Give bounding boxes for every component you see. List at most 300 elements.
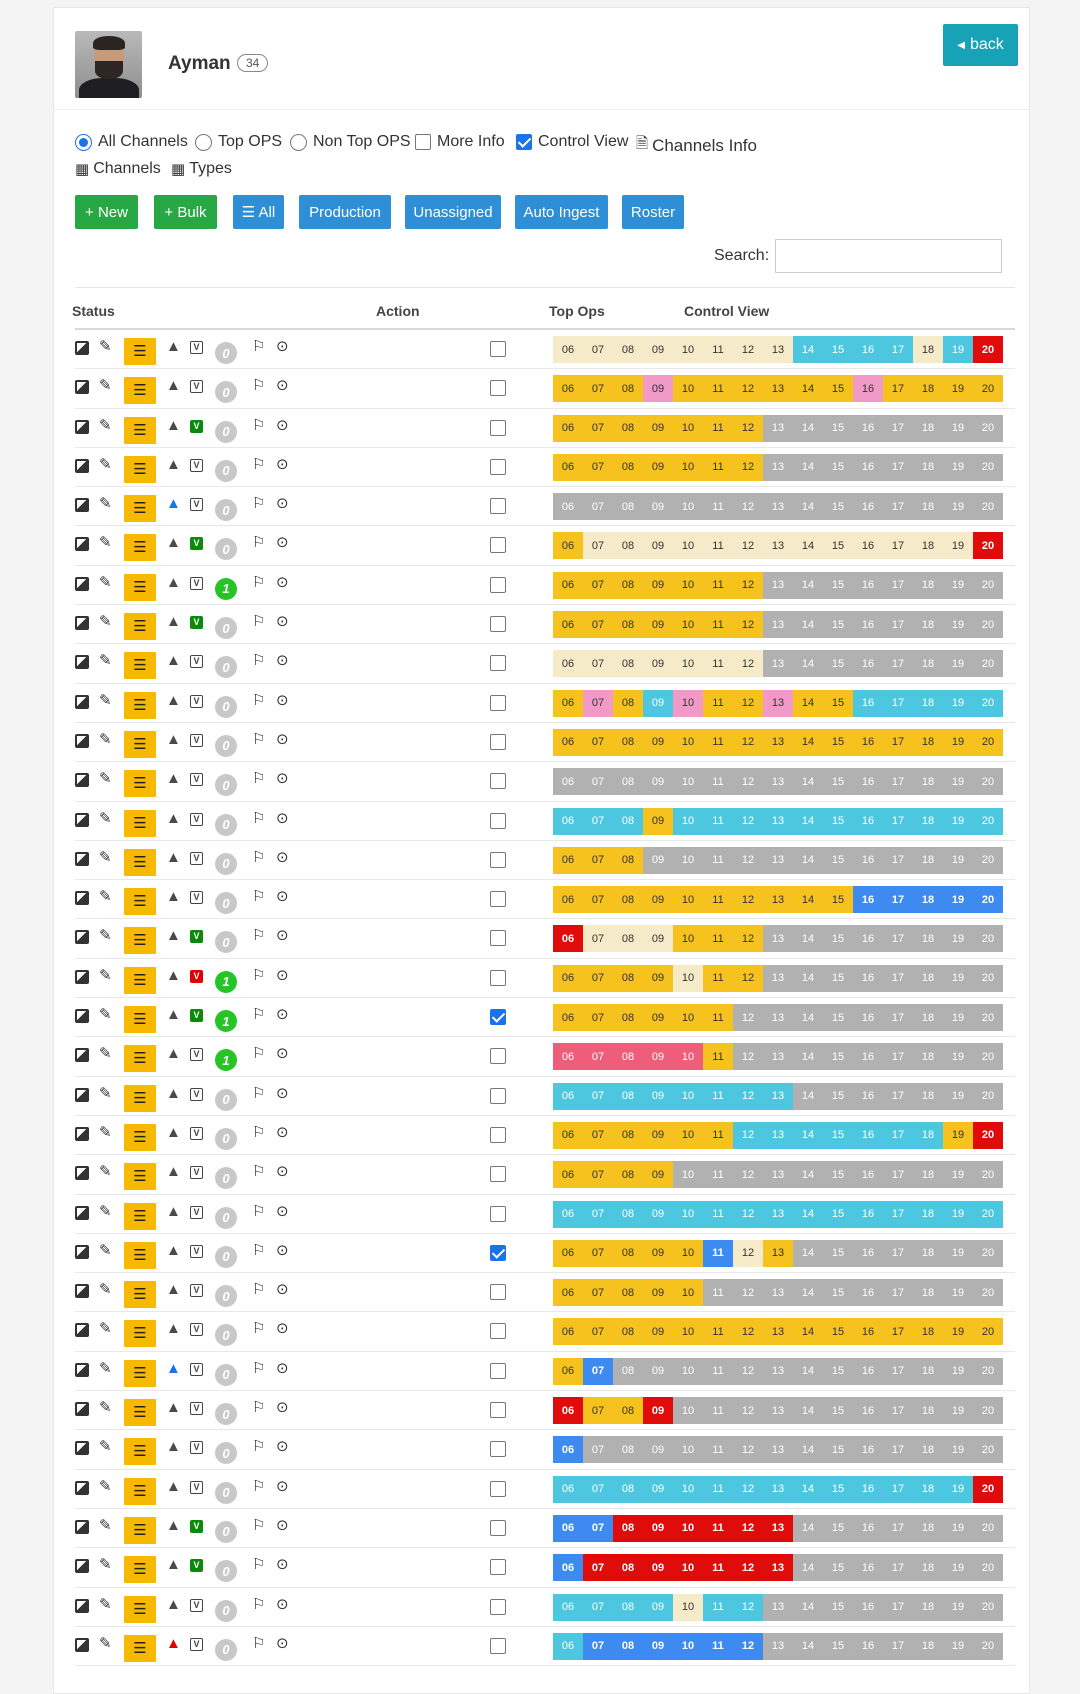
hour-slot[interactable]: 12 <box>733 1201 763 1228</box>
hour-slot[interactable]: 14 <box>793 847 823 874</box>
hour-slot[interactable]: 20 <box>973 1318 1003 1345</box>
hour-slot[interactable]: 11 <box>703 729 733 756</box>
v-icon[interactable]: V <box>190 813 203 826</box>
hour-slot[interactable]: 17 <box>883 1594 913 1621</box>
v-icon[interactable]: V <box>190 773 203 786</box>
hour-slot[interactable]: 10 <box>673 1240 703 1267</box>
hour-slot[interactable]: 15 <box>823 1554 853 1581</box>
hour-slot[interactable]: 12 <box>733 1397 763 1424</box>
hour-slot[interactable]: 15 <box>823 1476 853 1503</box>
hour-slot[interactable]: 14 <box>793 1515 823 1542</box>
image-icon[interactable] <box>75 852 89 866</box>
hour-slot[interactable]: 13 <box>763 375 793 402</box>
hour-slot[interactable]: 10 <box>673 336 703 363</box>
ingest-icon[interactable]: ⊙ <box>276 495 289 513</box>
hour-slot[interactable]: 17 <box>883 1240 913 1267</box>
hour-slot[interactable]: 18 <box>913 925 943 952</box>
warning-icon[interactable]: ▲ <box>166 1477 181 1495</box>
list-icon[interactable]: ☰ <box>124 1517 156 1544</box>
hour-slot[interactable]: 16 <box>853 532 883 559</box>
hour-slot[interactable]: 15 <box>823 886 853 913</box>
hour-slot[interactable]: 09 <box>643 965 673 992</box>
ingest-icon[interactable]: ⊙ <box>276 848 289 866</box>
ingest-icon[interactable]: ⊙ <box>276 1516 289 1534</box>
hour-slot[interactable]: 06 <box>553 532 583 559</box>
hour-slot[interactable]: 18 <box>913 493 943 520</box>
image-icon[interactable] <box>75 970 89 984</box>
hour-slot[interactable]: 17 <box>883 1279 913 1306</box>
image-icon[interactable] <box>75 1559 89 1573</box>
hour-slot[interactable]: 20 <box>973 611 1003 638</box>
hour-slot[interactable]: 11 <box>703 1240 733 1267</box>
checkbox-control-view[interactable] <box>516 133 628 151</box>
hour-slot[interactable]: 18 <box>913 1201 943 1228</box>
hour-slot[interactable]: 11 <box>703 690 733 717</box>
hour-slot[interactable]: 19 <box>943 847 973 874</box>
flag-icon[interactable]: ⚐ <box>252 1123 266 1141</box>
hour-slot[interactable]: 10 <box>673 1279 703 1306</box>
hour-slot[interactable]: 10 <box>673 1633 703 1660</box>
hour-slot[interactable]: 11 <box>703 572 733 599</box>
hour-slot[interactable]: 13 <box>763 1240 793 1267</box>
hour-slot[interactable]: 17 <box>883 454 913 481</box>
ingest-icon[interactable]: ⊙ <box>276 1123 289 1141</box>
v-icon[interactable]: V <box>190 1166 203 1179</box>
hour-slot[interactable]: 17 <box>883 1397 913 1424</box>
hour-slot[interactable]: 15 <box>823 1358 853 1385</box>
hour-slot[interactable]: 12 <box>733 611 763 638</box>
hour-slot[interactable]: 06 <box>553 1515 583 1542</box>
edit-icon[interactable]: ✎ <box>99 455 112 473</box>
flag-icon[interactable]: ⚐ <box>252 730 266 748</box>
hour-slot[interactable]: 06 <box>553 1201 583 1228</box>
hour-slot[interactable]: 13 <box>763 925 793 952</box>
image-icon[interactable] <box>75 1088 89 1102</box>
hour-slot[interactable]: 19 <box>943 336 973 363</box>
hour-slot[interactable]: 15 <box>823 768 853 795</box>
radio-non-top-ops[interactable] <box>290 133 411 151</box>
hour-slot[interactable]: 07 <box>583 768 613 795</box>
hour-slot[interactable]: 19 <box>943 1083 973 1110</box>
hour-slot[interactable]: 16 <box>853 768 883 795</box>
action-checkbox[interactable] <box>490 1206 506 1222</box>
hour-slot[interactable]: 19 <box>943 965 973 992</box>
hour-slot[interactable]: 13 <box>763 1397 793 1424</box>
hour-slot[interactable]: 20 <box>973 1201 1003 1228</box>
hour-slot[interactable]: 10 <box>673 375 703 402</box>
hour-slot[interactable]: 12 <box>733 454 763 481</box>
hour-slot[interactable]: 14 <box>793 532 823 559</box>
hour-slot[interactable]: 16 <box>853 847 883 874</box>
image-icon[interactable] <box>75 380 89 394</box>
radio-indicator[interactable] <box>75 134 92 151</box>
action-checkbox[interactable] <box>490 1284 506 1300</box>
hour-slot[interactable]: 09 <box>643 611 673 638</box>
edit-icon[interactable]: ✎ <box>99 927 112 945</box>
hour-slot[interactable]: 07 <box>583 650 613 677</box>
edit-icon[interactable]: ✎ <box>99 1595 112 1613</box>
hour-slot[interactable]: 17 <box>883 1043 913 1070</box>
hour-slot[interactable]: 19 <box>943 611 973 638</box>
hour-slot[interactable]: 16 <box>853 1201 883 1228</box>
ingest-icon[interactable]: ⊙ <box>276 573 289 591</box>
hour-slot[interactable]: 20 <box>973 1083 1003 1110</box>
edit-icon[interactable]: ✎ <box>99 652 112 670</box>
hour-slot[interactable]: 20 <box>973 768 1003 795</box>
hour-slot[interactable]: 13 <box>763 1083 793 1110</box>
hour-slot[interactable]: 09 <box>643 808 673 835</box>
hour-slot[interactable]: 14 <box>793 1161 823 1188</box>
hour-slot[interactable]: 18 <box>913 1515 943 1542</box>
list-icon[interactable]: ☰ <box>124 849 156 876</box>
hour-slot[interactable]: 07 <box>583 415 613 442</box>
ingest-icon[interactable]: ⊙ <box>276 691 289 709</box>
hour-slot[interactable]: 19 <box>943 1397 973 1424</box>
hour-slot[interactable]: 14 <box>793 1318 823 1345</box>
hour-slot[interactable]: 10 <box>673 1043 703 1070</box>
hour-slot[interactable]: 06 <box>553 1397 583 1424</box>
hour-slot[interactable]: 16 <box>853 1043 883 1070</box>
hour-slot[interactable]: 08 <box>613 493 643 520</box>
edit-icon[interactable]: ✎ <box>99 848 112 866</box>
action-checkbox[interactable] <box>490 813 506 829</box>
ingest-icon[interactable]: ⊙ <box>276 809 289 827</box>
v-icon[interactable]: V <box>190 1284 203 1297</box>
list-icon[interactable]: ☰ <box>124 574 156 601</box>
action-checkbox[interactable] <box>490 1127 506 1143</box>
hour-slot[interactable]: 17 <box>883 572 913 599</box>
ingest-icon[interactable]: ⊙ <box>276 1477 289 1495</box>
hour-slot[interactable]: 16 <box>853 729 883 756</box>
hour-slot[interactable]: 07 <box>583 925 613 952</box>
hour-slot[interactable]: 14 <box>793 1436 823 1463</box>
hour-slot[interactable]: 11 <box>703 532 733 559</box>
action-checkbox[interactable] <box>490 537 506 553</box>
hour-slot[interactable]: 06 <box>553 886 583 913</box>
hour-slot[interactable]: 14 <box>793 572 823 599</box>
list-icon[interactable]: ☰ <box>124 927 156 954</box>
edit-icon[interactable]: ✎ <box>99 1281 112 1299</box>
action-checkbox[interactable] <box>490 734 506 750</box>
hour-slot[interactable]: 11 <box>703 493 733 520</box>
hour-slot[interactable]: 16 <box>853 1318 883 1345</box>
flag-icon[interactable]: ⚐ <box>252 338 266 355</box>
hour-slot[interactable]: 14 <box>793 1476 823 1503</box>
warning-icon[interactable]: ▲ <box>166 455 181 473</box>
hour-slot[interactable]: 06 <box>553 650 583 677</box>
hour-slot[interactable]: 10 <box>673 650 703 677</box>
flag-icon[interactable]: ⚐ <box>252 1595 266 1613</box>
hour-slot[interactable]: 16 <box>853 1358 883 1385</box>
edit-icon[interactable]: ✎ <box>99 338 112 355</box>
image-icon[interactable] <box>75 1363 89 1377</box>
ingest-icon[interactable]: ⊙ <box>276 613 289 631</box>
hour-slot[interactable]: 16 <box>853 925 883 952</box>
hour-slot[interactable]: 06 <box>553 1594 583 1621</box>
hour-slot[interactable]: 19 <box>943 454 973 481</box>
action-checkbox[interactable] <box>490 852 506 868</box>
action-checkbox[interactable] <box>490 695 506 711</box>
image-icon[interactable] <box>75 341 89 355</box>
hour-slot[interactable]: 06 <box>553 572 583 599</box>
image-icon[interactable] <box>75 1638 89 1652</box>
hour-slot[interactable]: 08 <box>613 1083 643 1110</box>
hour-slot[interactable]: 15 <box>823 1279 853 1306</box>
list-icon[interactable]: ☰ <box>124 1281 156 1308</box>
ingest-icon[interactable]: ⊙ <box>276 966 289 984</box>
hour-slot[interactable]: 09 <box>643 1436 673 1463</box>
hour-slot[interactable]: 12 <box>733 1240 763 1267</box>
hour-slot[interactable]: 15 <box>823 1122 853 1149</box>
list-icon[interactable]: ☰ <box>124 652 156 679</box>
ingest-icon[interactable]: ⊙ <box>276 377 289 395</box>
hour-slot[interactable]: 07 <box>583 1122 613 1149</box>
hour-slot[interactable]: 14 <box>793 336 823 363</box>
hour-slot[interactable]: 13 <box>763 611 793 638</box>
hour-slot[interactable]: 20 <box>973 886 1003 913</box>
hour-slot[interactable]: 19 <box>943 1554 973 1581</box>
action-checkbox[interactable] <box>490 1441 506 1457</box>
hour-slot[interactable]: 15 <box>823 572 853 599</box>
hour-slot[interactable]: 19 <box>943 415 973 442</box>
edit-icon[interactable]: ✎ <box>99 1006 112 1024</box>
hour-slot[interactable]: 12 <box>733 729 763 756</box>
v-icon[interactable]: V <box>190 1599 203 1612</box>
hour-slot[interactable]: 19 <box>943 1594 973 1621</box>
hour-slot[interactable]: 08 <box>613 690 643 717</box>
hour-slot[interactable]: 06 <box>553 454 583 481</box>
hour-slot[interactable]: 13 <box>763 1122 793 1149</box>
v-icon[interactable]: V <box>190 1520 203 1533</box>
hour-slot[interactable]: 09 <box>643 690 673 717</box>
warning-icon[interactable]: ▲ <box>166 1045 181 1063</box>
warning-icon[interactable]: ▲ <box>166 809 181 827</box>
hour-slot[interactable]: 09 <box>643 375 673 402</box>
hour-slot[interactable]: 11 <box>703 650 733 677</box>
hour-slot[interactable]: 12 <box>733 690 763 717</box>
hour-slot[interactable]: 20 <box>973 1122 1003 1149</box>
radio-indicator[interactable] <box>290 134 307 151</box>
hour-slot[interactable]: 20 <box>973 1043 1003 1070</box>
hour-slot[interactable]: 17 <box>883 493 913 520</box>
hour-slot[interactable]: 06 <box>553 1476 583 1503</box>
hour-slot[interactable]: 11 <box>703 1476 733 1503</box>
list-icon[interactable]: ☰ <box>124 1596 156 1623</box>
hour-slot[interactable]: 18 <box>913 1318 943 1345</box>
image-icon[interactable] <box>75 1481 89 1495</box>
hour-slot[interactable]: 06 <box>553 1043 583 1070</box>
warning-icon[interactable]: ▲ <box>166 534 181 552</box>
edit-icon[interactable]: ✎ <box>99 691 112 709</box>
hour-slot[interactable]: 10 <box>673 925 703 952</box>
image-icon[interactable] <box>75 1402 89 1416</box>
edit-icon[interactable]: ✎ <box>99 809 112 827</box>
hour-slot[interactable]: 06 <box>553 847 583 874</box>
hour-slot[interactable]: 15 <box>823 1201 853 1228</box>
hour-slot[interactable]: 09 <box>643 1633 673 1660</box>
edit-icon[interactable]: ✎ <box>99 613 112 631</box>
hour-slot[interactable]: 16 <box>853 1240 883 1267</box>
hour-slot[interactable]: 20 <box>973 729 1003 756</box>
warning-icon[interactable]: ▲ <box>166 1084 181 1102</box>
hour-slot[interactable]: 17 <box>883 690 913 717</box>
hour-slot[interactable]: 14 <box>793 768 823 795</box>
action-checkbox[interactable] <box>490 1166 506 1182</box>
list-icon[interactable]: ☰ <box>124 338 156 365</box>
list-icon[interactable]: ☰ <box>124 1320 156 1347</box>
hour-slot[interactable]: 09 <box>643 925 673 952</box>
hour-slot[interactable]: 16 <box>853 1122 883 1149</box>
v-icon[interactable]: V <box>190 891 203 904</box>
hour-slot[interactable]: 10 <box>673 1476 703 1503</box>
hour-slot[interactable]: 18 <box>913 611 943 638</box>
list-icon[interactable]: ☰ <box>124 770 156 797</box>
hour-slot[interactable]: 19 <box>943 1122 973 1149</box>
action-checkbox[interactable] <box>490 1638 506 1654</box>
hour-slot[interactable]: 06 <box>553 1358 583 1385</box>
hour-slot[interactable]: 12 <box>733 1318 763 1345</box>
hour-slot[interactable]: 20 <box>973 454 1003 481</box>
hour-slot[interactable]: 10 <box>673 1594 703 1621</box>
hour-slot[interactable]: 16 <box>853 1161 883 1188</box>
hour-slot[interactable]: 08 <box>613 925 643 952</box>
v-icon[interactable]: V <box>190 1402 203 1415</box>
ingest-icon[interactable]: ⊙ <box>276 770 289 788</box>
list-icon[interactable]: ☰ <box>124 456 156 483</box>
image-icon[interactable] <box>75 537 89 551</box>
hour-slot[interactable]: 20 <box>973 1397 1003 1424</box>
v-icon[interactable]: V <box>190 341 203 354</box>
hour-slot[interactable]: 16 <box>853 1554 883 1581</box>
hour-slot[interactable]: 10 <box>673 1515 703 1542</box>
ingest-icon[interactable]: ⊙ <box>276 1045 289 1063</box>
hour-slot[interactable]: 16 <box>853 375 883 402</box>
flag-icon[interactable]: ⚐ <box>252 809 266 827</box>
hour-slot[interactable]: 12 <box>733 415 763 442</box>
image-icon[interactable] <box>75 420 89 434</box>
ingest-icon[interactable]: ⊙ <box>276 1634 289 1652</box>
hour-slot[interactable]: 07 <box>583 1594 613 1621</box>
hour-slot[interactable]: 06 <box>553 1004 583 1031</box>
unassigned-button[interactable]: Unassigned <box>405 195 501 229</box>
new-button[interactable]: + New <box>75 195 138 229</box>
hour-slot[interactable]: 12 <box>733 1515 763 1542</box>
hour-slot[interactable]: 10 <box>673 1436 703 1463</box>
v-icon[interactable]: V <box>190 1206 203 1219</box>
ingest-icon[interactable]: ⊙ <box>276 1399 289 1417</box>
hour-slot[interactable]: 15 <box>823 1004 853 1031</box>
image-icon[interactable] <box>75 1245 89 1259</box>
flag-icon[interactable]: ⚐ <box>252 534 266 552</box>
hour-slot[interactable]: 10 <box>673 808 703 835</box>
v-icon[interactable]: V <box>190 852 203 865</box>
hour-slot[interactable]: 10 <box>673 493 703 520</box>
edit-icon[interactable]: ✎ <box>99 888 112 906</box>
warning-icon[interactable]: ▲ <box>166 1556 181 1574</box>
hour-slot[interactable]: 13 <box>763 336 793 363</box>
flag-icon[interactable]: ⚐ <box>252 1399 266 1417</box>
hour-slot[interactable]: 09 <box>643 847 673 874</box>
hour-slot[interactable]: 06 <box>553 375 583 402</box>
hour-slot[interactable]: 08 <box>613 1515 643 1542</box>
hour-slot[interactable]: 10 <box>673 1122 703 1149</box>
col-control-view[interactable]: Control View <box>684 303 770 319</box>
warning-icon[interactable]: ▲ <box>166 927 181 945</box>
hour-slot[interactable]: 10 <box>673 886 703 913</box>
hour-slot[interactable]: 07 <box>583 1201 613 1228</box>
hour-slot[interactable]: 14 <box>793 886 823 913</box>
hour-slot[interactable]: 17 <box>883 1083 913 1110</box>
image-icon[interactable] <box>75 577 89 591</box>
hour-slot[interactable]: 06 <box>553 1633 583 1660</box>
edit-icon[interactable]: ✎ <box>99 730 112 748</box>
hour-slot[interactable]: 20 <box>973 336 1003 363</box>
hour-slot[interactable]: 17 <box>883 336 913 363</box>
ingest-icon[interactable]: ⊙ <box>276 1359 289 1377</box>
hour-slot[interactable]: 11 <box>703 1161 733 1188</box>
hour-slot[interactable]: 08 <box>613 336 643 363</box>
hour-slot[interactable]: 10 <box>673 415 703 442</box>
warning-icon[interactable]: ▲ <box>166 1634 181 1652</box>
image-icon[interactable] <box>75 1048 89 1062</box>
hour-slot[interactable]: 14 <box>793 650 823 677</box>
hour-slot[interactable]: 18 <box>913 1633 943 1660</box>
hour-slot[interactable]: 17 <box>883 965 913 992</box>
v-icon[interactable]: V <box>190 616 203 629</box>
hour-slot[interactable]: 11 <box>703 1554 733 1581</box>
hour-slot[interactable]: 18 <box>913 1004 943 1031</box>
hour-slot[interactable]: 11 <box>703 415 733 442</box>
hour-slot[interactable]: 12 <box>733 1161 763 1188</box>
flag-icon[interactable]: ⚐ <box>252 1359 266 1377</box>
hour-slot[interactable]: 09 <box>643 1043 673 1070</box>
hour-slot[interactable]: 14 <box>793 1122 823 1149</box>
hour-slot[interactable]: 08 <box>613 1122 643 1149</box>
hour-slot[interactable]: 07 <box>583 1554 613 1581</box>
hour-slot[interactable]: 18 <box>913 375 943 402</box>
hour-slot[interactable]: 11 <box>703 808 733 835</box>
hour-slot[interactable]: 13 <box>763 650 793 677</box>
hour-slot[interactable]: 12 <box>733 1436 763 1463</box>
warning-icon[interactable]: ▲ <box>166 730 181 748</box>
hour-slot[interactable]: 08 <box>613 454 643 481</box>
hour-slot[interactable]: 12 <box>733 1476 763 1503</box>
hour-slot[interactable]: 13 <box>763 1594 793 1621</box>
hour-slot[interactable]: 13 <box>763 1279 793 1306</box>
auto-ingest-button[interactable]: Auto Ingest <box>515 195 608 229</box>
hour-slot[interactable]: 11 <box>703 1122 733 1149</box>
hour-slot[interactable]: 18 <box>913 1043 943 1070</box>
hour-slot[interactable]: 07 <box>583 1436 613 1463</box>
hour-slot[interactable]: 10 <box>673 1004 703 1031</box>
hour-slot[interactable]: 12 <box>733 1122 763 1149</box>
hour-slot[interactable]: 09 <box>643 1515 673 1542</box>
hour-slot[interactable]: 09 <box>643 415 673 442</box>
hour-slot[interactable]: 17 <box>883 532 913 559</box>
hour-slot[interactable]: 19 <box>943 1043 973 1070</box>
v-icon[interactable]: V <box>190 577 203 590</box>
hour-slot[interactable]: 08 <box>613 1279 643 1306</box>
hour-slot[interactable]: 14 <box>793 375 823 402</box>
hour-slot[interactable]: 16 <box>853 1397 883 1424</box>
hour-slot[interactable]: 07 <box>583 808 613 835</box>
hour-slot[interactable]: 17 <box>883 415 913 442</box>
hour-slot[interactable]: 18 <box>913 415 943 442</box>
hour-slot[interactable]: 09 <box>643 1083 673 1110</box>
action-checkbox[interactable] <box>490 655 506 671</box>
hour-slot[interactable]: 20 <box>973 1004 1003 1031</box>
roster-button[interactable]: Roster <box>622 195 684 229</box>
